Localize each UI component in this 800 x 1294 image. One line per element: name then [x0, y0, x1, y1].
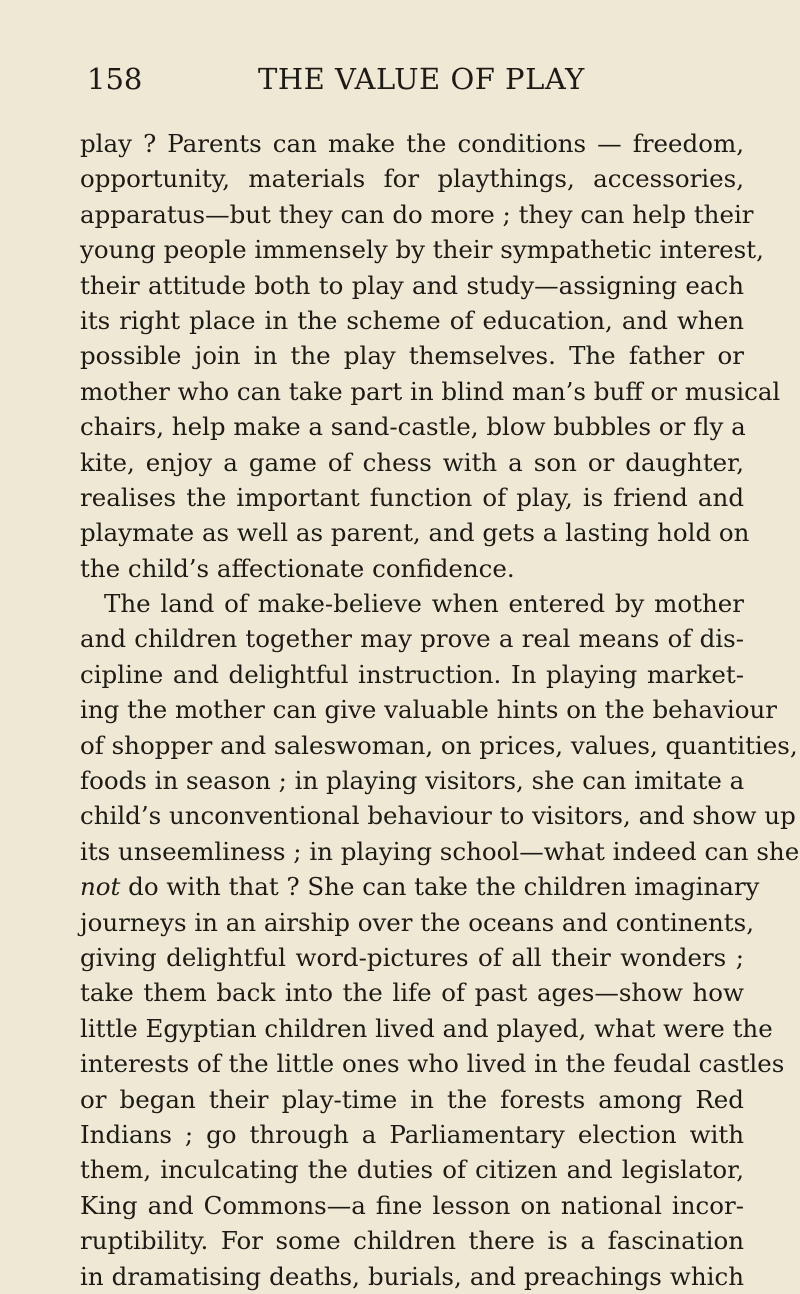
paragraph	[80, 586, 800, 1294]
text-line: giving delightful word-pictures of all their wonders ;	[80, 942, 744, 972]
text-line: kite, enjoy a game of chess with a son or daughter,	[80, 447, 744, 477]
text-line: ing the mother can give valuable hints on the behaviour	[80, 695, 777, 725]
text-line: play ? Parents can make the conditions — freedom,	[80, 129, 744, 158]
text-line: cipline and delightful instruction. In playing market-	[80, 659, 744, 689]
text-line: not do with that ? She can take the children imaginary	[80, 872, 760, 902]
text-line: in dramatising deaths, burials, and preachings which	[80, 1261, 744, 1291]
text-line: realises the important function of play, is friend and	[80, 482, 744, 512]
text-line: opportunity, materials for playthings, accessories,	[80, 164, 744, 194]
text-line: Indians ; go through a Parliamentary election with	[80, 1119, 744, 1149]
page-number: 158	[87, 62, 143, 96]
text-line: their attitude both to play and study—assigning each	[80, 270, 744, 300]
text-line: and children together may prove a real means of dis-	[80, 624, 744, 654]
page-header	[0, 62, 800, 112]
emphasis: not	[80, 872, 121, 902]
text-line: little Egyptian children lived and played, what were the	[80, 1013, 773, 1043]
body-text	[80, 126, 800, 1294]
text-line: apparatus—but they can do more ; they can help their	[80, 199, 754, 229]
text-line: possible join in the play themselves. The father or	[80, 341, 744, 371]
text-line: playmate as well as parent, and gets a lasting hold on	[80, 518, 750, 548]
text-line: journeys in an airship over the oceans and continents,	[80, 907, 754, 937]
text-line: or began their play-time in the forests among Red	[80, 1084, 744, 1114]
text-line: the child’s affectionate confidence.	[80, 553, 515, 583]
text-line: chairs, help make a sand-castle, blow bubbles or fly a	[80, 412, 746, 442]
paragraph	[80, 126, 781, 586]
text-line: The land of make-believe when entered by mother	[104, 589, 744, 619]
text-line: its unseemliness ; in playing school—what indeed can she	[80, 836, 800, 866]
text-line: take them back into the life of past ages—show how	[80, 978, 744, 1008]
text-line: child’s unconventional behaviour to visitors, and show up	[80, 801, 796, 831]
text-line: them, inculcating the duties of citizen and legislator,	[80, 1155, 744, 1185]
text-line: its right place in the scheme of education, and when	[80, 305, 744, 335]
text-line: young people immensely by their sympathetic interest,	[80, 235, 764, 265]
text-line: of shopper and saleswoman, on prices, values, quantities,	[80, 730, 798, 760]
running-title: THE VALUE OF PLAY	[258, 62, 585, 96]
text-line: foods in season ; in playing visitors, she can imitate a	[80, 766, 745, 796]
text-line: interests of the little ones who lived in the feudal castles	[80, 1049, 785, 1079]
text-line: King and Commons—a fine lesson on national incor-	[80, 1190, 744, 1220]
text-line: ruptibility. For some children there is a fascination	[80, 1226, 744, 1256]
text-line: mother who can take part in blind man’s buff or musical	[80, 376, 781, 406]
